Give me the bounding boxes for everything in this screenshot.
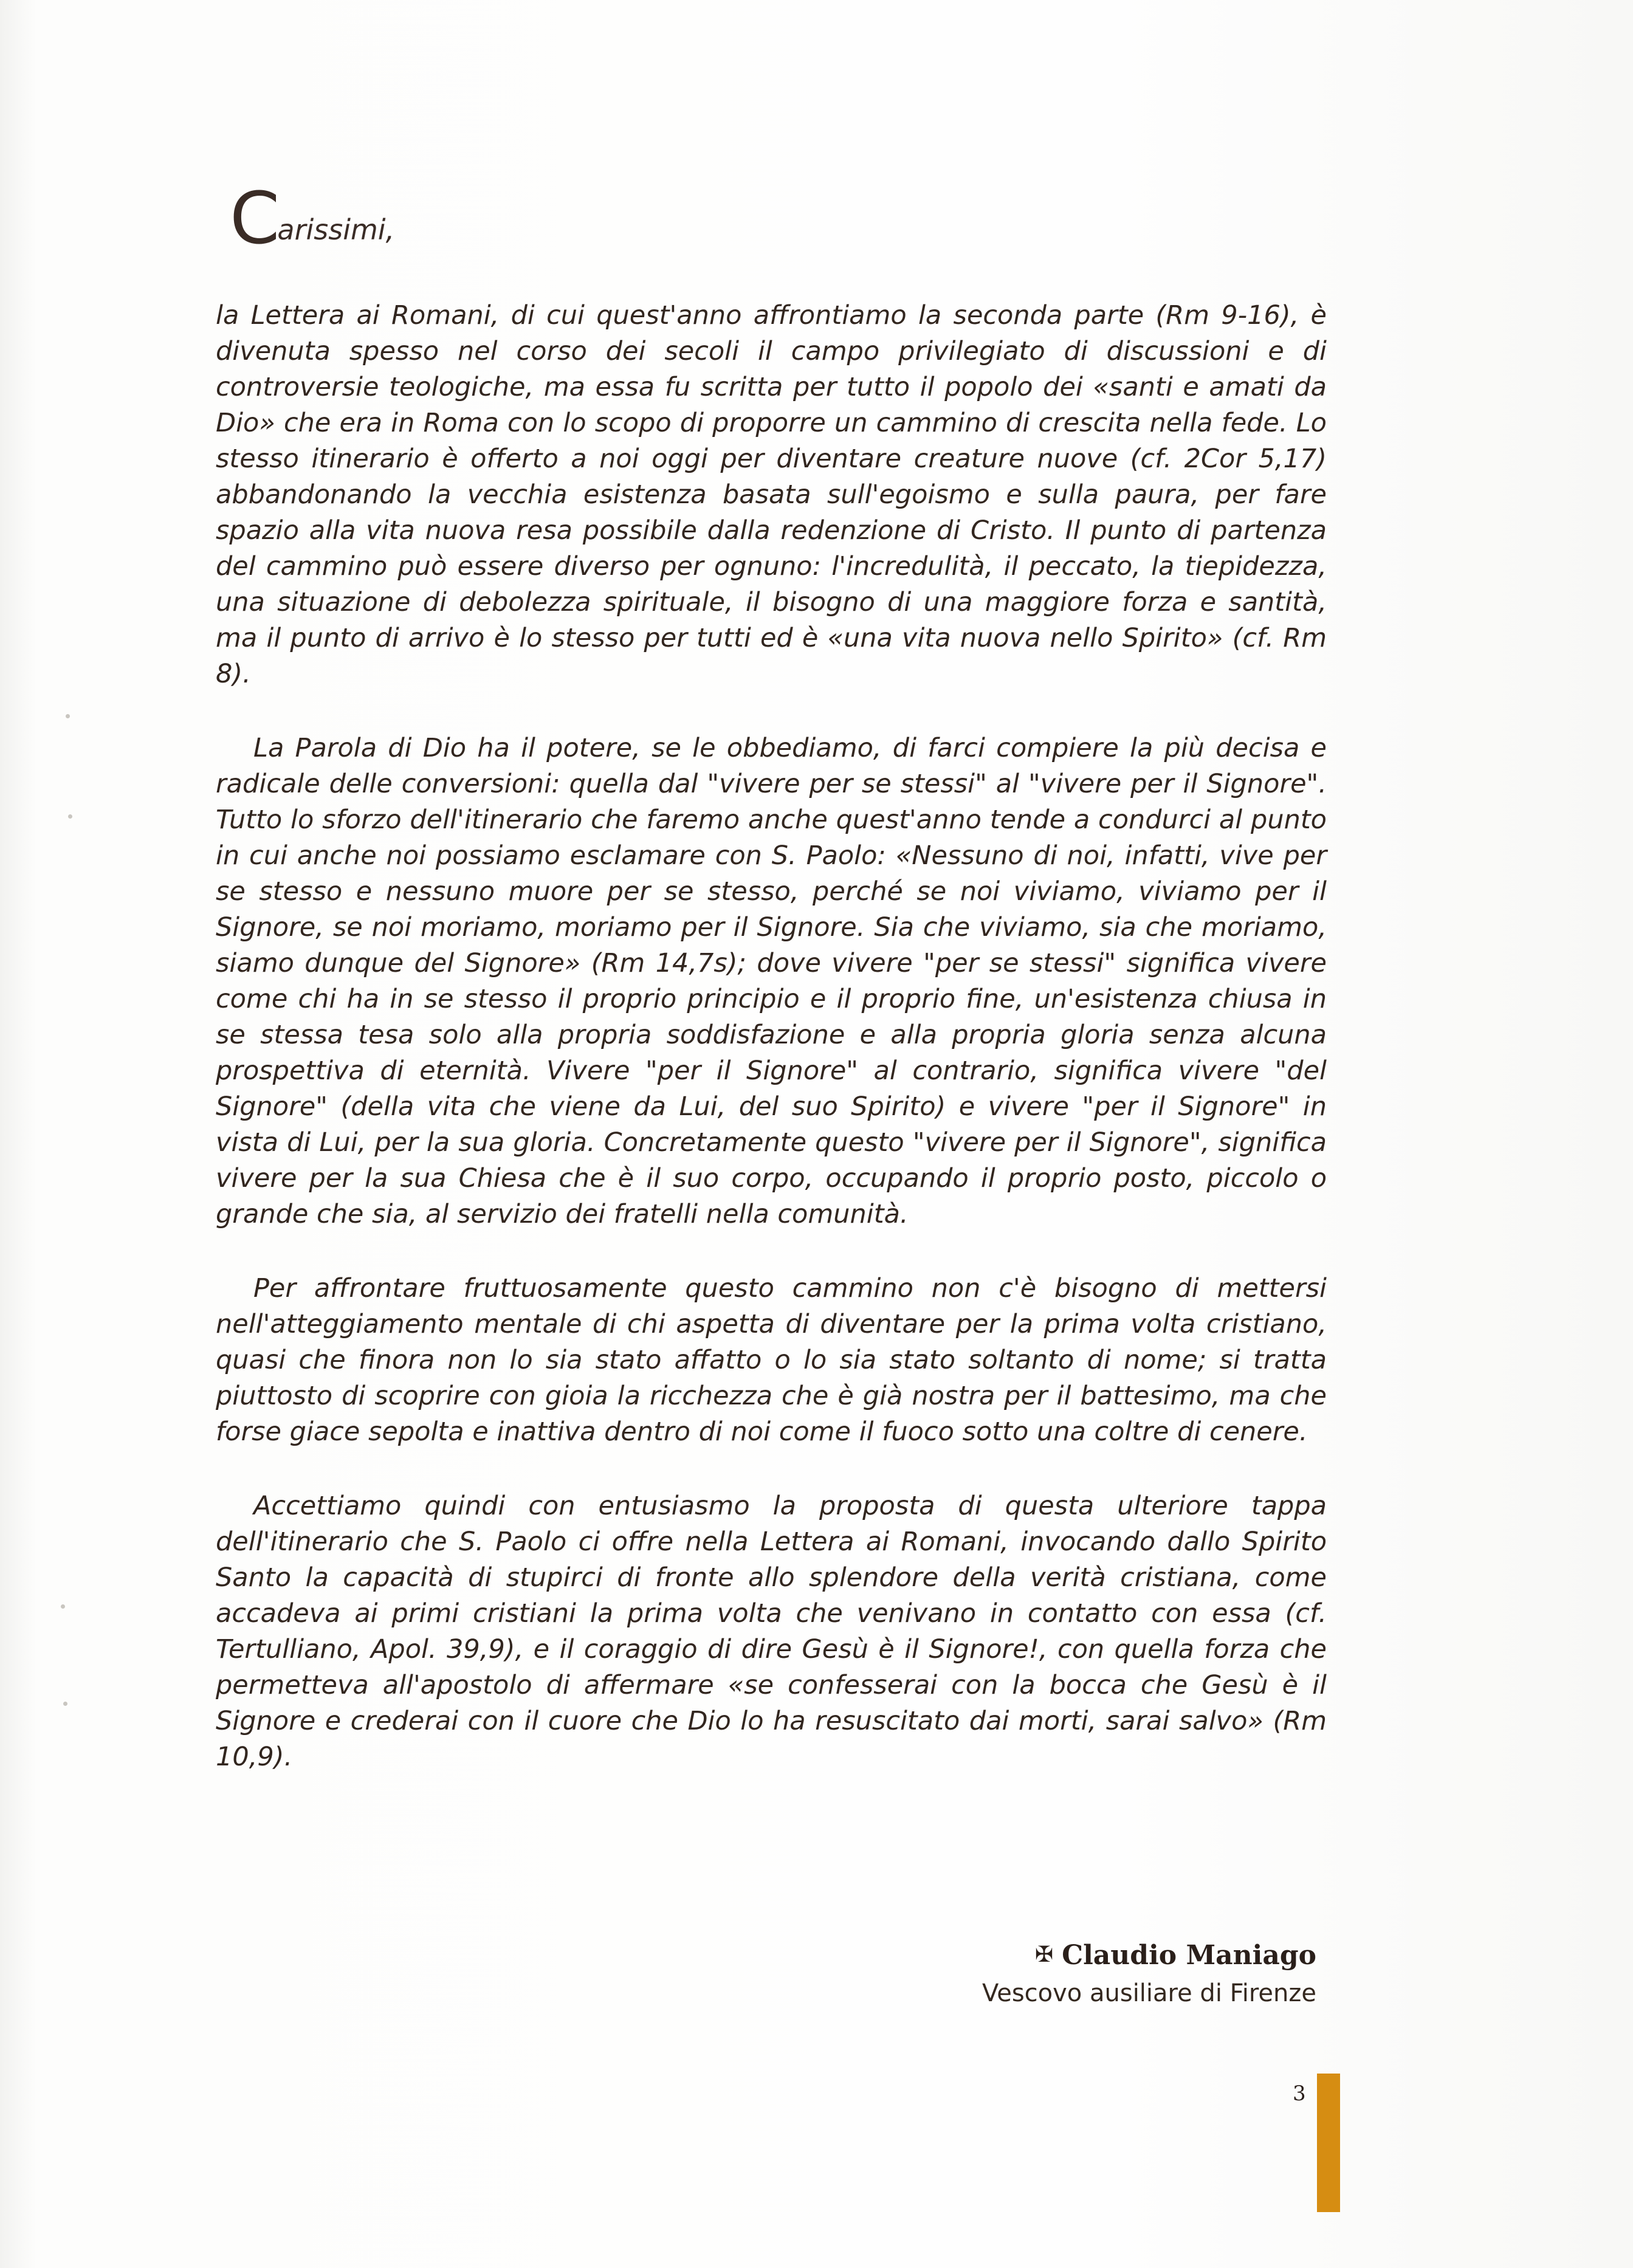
cross-icon: ✠ xyxy=(1034,1942,1054,1967)
letter-greeting xyxy=(230,176,395,260)
page-accent-bar xyxy=(1317,2074,1340,2212)
greeting-drop-cap: C xyxy=(230,176,278,260)
paragraph-3: Per affrontare fruttuosamente questo cammino non c'è bisogno di mettersi nell'atteggiamento mentale di chi aspetta di diventare per la prima volta cristiano, quasi che finora non lo sia stato affatto o lo sia stato soltanto di nome; si tratta piuttosto di scoprire con gioia la ricchezza che è già nostra per il battesimo, ma che forse giace sepolta e inattiva dentro di noi come il fuoco sotto una coltre di cenere. xyxy=(216,1273,1327,1447)
margin-speck xyxy=(68,814,72,819)
greeting-text: arissimi, xyxy=(277,213,395,246)
signature-name-line xyxy=(982,1936,1316,1974)
paragraph-2: La Parola di Dio ha il potere, se le obbediamo, di farci compiere la più decisa e radicale delle conversioni: quella dal "vivere per se stessi" al "vivere per il Signore". Tutto lo sforzo dell'itinerario che faremo anche quest'anno tende a condurci al punto in cui anche noi possiamo esclamare con S. Paolo: «Nessuno di noi, infatti, vive per se stesso e nessuno muore per se stesso, perché se noi viviamo, viviamo per il Signore, se noi moriamo, moriamo per il Signore. Sia che viviamo, sia che moriamo, siamo dunque del Signore» (Rm 14,7s); dove vivere "per se stessi" significa vivere come chi ha in se stesso il proprio principio e il proprio fine, un'esistenza chiusa in se stessa tesa solo alla propria soddisfazione e alla propria gloria senza alcuna prospettiva di eternità. Vivere "per il Signore" al contrario, significa vivere "del Signore" (della vita che viene da Lui, del suo Spirito) e vivere "per il Signore" in vista di Lui, per la sua gloria. Concretamente questo "vivere per il Signore", significa vivere per la sua Chiesa che è il suo corpo, occupando il proprio posto, piccolo o grande che sia, al servizio dei fratelli nella comunità. xyxy=(216,733,1327,1229)
signature-block xyxy=(982,1936,1316,2012)
page-number: 3 xyxy=(1293,2081,1306,2106)
margin-speck xyxy=(61,1604,65,1609)
paragraph-4: Accettiamo quindi con entusiasmo la proposta di questa ulteriore tappa dell'itinerario che S. Paolo ci offre nella Lettera ai Romani, invocando dallo Spirito Santo la capacità di stupirci di fronte allo splendore della verità cristiana, come accadeva ai primi cristiani la prima volta che venivano in contatto con essa (cf. Tertulliano, Apol. 39,9), e il coraggio di dire Gesù è il Signore!, con quella forza che permetteva all'apostolo di affermare «se confesserai con la bocca che Gesù è il Signore e crederai con il cuore che Dio lo ha resuscitato dai morti, sarai salvo» (Rm 10,9). xyxy=(216,1491,1327,1772)
letter-body xyxy=(216,298,1327,1813)
signer-role: Vescovo ausiliare di Firenze xyxy=(982,1979,1316,2007)
signer-name: Claudio Maniago xyxy=(1062,1940,1316,1971)
paragraph-1: la Lettera ai Romani, di cui quest'anno affrontiamo la seconda parte (Rm 9-16), è divenuta spesso nel corso dei secoli il campo privilegiato di discussioni e di controversie teologiche, ma essa fu scritta per tutto il popolo dei «santi e amati da Dio» che era in Roma con lo scopo di proporre un cammino di crescita nella fede. Lo stesso itinerario è offerto a noi oggi per diventare creature nuove (cf. 2Cor 5,17) abbandonando la vecchia esistenza basata sull'egoismo e sulla paura, per fare spazio alla vita nuova resa possibile dalla redenzione di Cristo. Il punto di partenza del cammino può essere diverso per ognuno: l'incredulità, il peccato, la tiepidezza, una situazione di debolezza spirituale, il bisogno di una maggiore forza e santità, ma il punto di arrivo è lo stesso per tutti ed è «una vita nuova nello Spirito» (cf. Rm 8). xyxy=(216,300,1327,689)
margin-speck xyxy=(63,1702,67,1706)
margin-speck xyxy=(66,714,70,718)
